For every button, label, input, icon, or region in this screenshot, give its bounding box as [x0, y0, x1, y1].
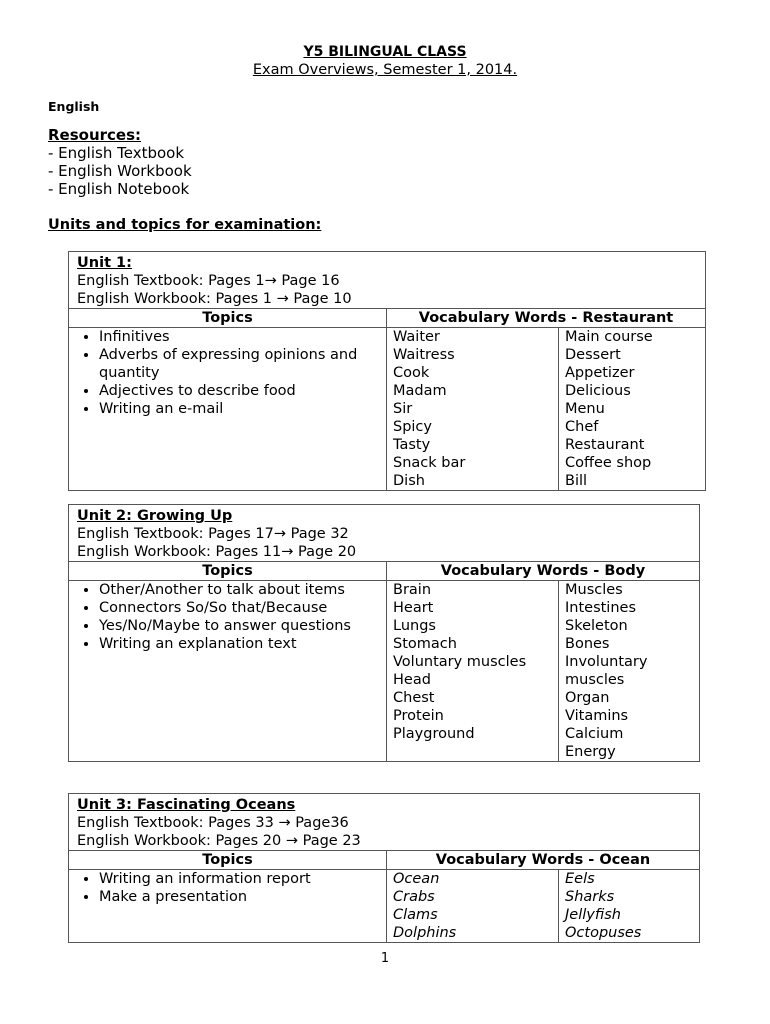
- topics-list: [75, 328, 380, 418]
- vocab-word: Waiter: [393, 329, 440, 345]
- resources-section: [48, 126, 192, 198]
- vocab-column-2: [559, 328, 706, 491]
- vocab-word: Dolphins: [393, 925, 457, 941]
- unit-title: Unit 3: Fascinating Oceans: [77, 797, 296, 813]
- vocab-word: Restaurant: [565, 437, 645, 453]
- subject-label: English: [48, 99, 100, 114]
- topic-item: • Infinitives: [99, 328, 380, 346]
- topic-item: • Yes/No/Maybe to answer questions: [99, 617, 380, 635]
- unit-3-header: [69, 794, 700, 851]
- vocab-word: Sharks: [565, 889, 615, 905]
- topics-cell: [69, 328, 387, 491]
- vocab-word: Heart: [393, 600, 434, 616]
- resources-heading: Resources:: [48, 126, 142, 144]
- vocab-column-header: Vocabulary Words - Restaurant: [387, 309, 706, 328]
- vocab-word: Head: [393, 672, 431, 688]
- topic-item: • Adverbs of expressing opinions and quantity: [99, 346, 380, 382]
- vocab-word: Brain: [393, 582, 432, 598]
- vocab-column-1: [387, 328, 559, 491]
- document-title: Y5 BILINGUAL CLASS: [303, 44, 467, 60]
- vocab-word: Appetizer: [565, 365, 635, 381]
- vocab-word: Eels: [565, 871, 595, 887]
- vocab-word: Madam: [393, 383, 447, 399]
- topic-item: • Writing an e-mail: [99, 400, 380, 418]
- topic-item: • Connectors So/So that/Because: [99, 599, 380, 617]
- unit-title: Unit 2: Growing Up: [77, 508, 233, 524]
- topics-list: [75, 581, 380, 653]
- vocab-word: Dessert: [565, 347, 621, 363]
- workbook-pages: English Workbook: Pages 20 → Page 23: [77, 833, 361, 849]
- topics-column-header: Topics: [69, 562, 387, 581]
- vocab-word: Muscles: [565, 582, 623, 598]
- unit-1-header: [69, 252, 706, 309]
- vocab-column-header: Vocabulary Words - Body: [387, 562, 700, 581]
- vocab-word: Bill: [565, 473, 588, 489]
- topics-list: [75, 870, 380, 906]
- topics-cell: [69, 870, 387, 943]
- vocab-word: Snack bar: [393, 455, 466, 471]
- vocab-word: Sir: [393, 401, 413, 417]
- vocab-word: Ocean: [393, 871, 440, 887]
- vocab-word: Skeleton: [565, 618, 628, 634]
- topic-item: • Adjectives to describe food: [99, 382, 380, 400]
- vocab-column-header: Vocabulary Words - Ocean: [387, 851, 700, 870]
- vocab-word: Octopuses: [565, 925, 642, 941]
- vocab-word: Crabs: [393, 889, 435, 905]
- topic-item: • Writing an explanation text: [99, 635, 380, 653]
- resource-item: - English Workbook: [48, 162, 192, 180]
- vocab-word: Playground: [393, 726, 475, 742]
- textbook-pages: English Textbook: Pages 33 → Page36: [77, 815, 349, 831]
- vocab-word: Delicious: [565, 383, 631, 399]
- vocab-word: Clams: [393, 907, 438, 923]
- vocab-word: Stomach: [393, 636, 457, 652]
- vocab-word: Dish: [393, 473, 425, 489]
- topics-cell: [69, 581, 387, 762]
- unit-1-table: [68, 251, 706, 491]
- textbook-pages: English Textbook: Pages 1→ Page 16: [77, 273, 340, 289]
- vocab-column-1: [387, 581, 559, 762]
- document-subtitle: Exam Overviews, Semester 1, 2014.: [252, 62, 518, 78]
- unit-2-table: [68, 504, 700, 762]
- vocab-word: Energy: [565, 744, 616, 760]
- vocab-word: Protein: [393, 708, 444, 724]
- vocab-word: Involuntary muscles: [565, 654, 648, 688]
- topic-item: • Other/Another to talk about items: [99, 581, 380, 599]
- vocab-word: Cook: [393, 365, 430, 381]
- topics-column-header: Topics: [69, 851, 387, 870]
- vocab-word: Spicy: [393, 419, 432, 435]
- vocab-word: Waitress: [393, 347, 455, 363]
- vocab-word: Coffee shop: [565, 455, 652, 471]
- vocab-word: Jellyfish: [565, 907, 621, 923]
- vocab-word: Organ: [565, 690, 610, 706]
- vocab-word: Tasty: [393, 437, 431, 453]
- page-number: 1: [380, 951, 390, 966]
- vocab-word: Vitamins: [565, 708, 629, 724]
- topic-item: • Writing an information report: [99, 870, 380, 888]
- resource-item: - English Notebook: [48, 180, 190, 198]
- workbook-pages: English Workbook: Pages 11→ Page 20: [77, 544, 357, 560]
- workbook-pages: English Workbook: Pages 1 → Page 10: [77, 291, 352, 307]
- vocab-word: Chef: [565, 419, 599, 435]
- textbook-pages: English Textbook: Pages 17→ Page 32: [77, 526, 349, 542]
- vocab-word: Voluntary muscles: [393, 654, 527, 670]
- unit-3-table: [68, 793, 700, 943]
- vocab-word: Chest: [393, 690, 435, 706]
- topics-column-header: Topics: [69, 309, 387, 328]
- vocab-column-2: [559, 581, 700, 762]
- vocab-word: Main course: [565, 329, 653, 345]
- vocab-word: Intestines: [565, 600, 637, 616]
- topic-item: • Make a presentation: [99, 888, 380, 906]
- vocab-word: Calcium: [565, 726, 624, 742]
- vocab-column-1: [387, 870, 559, 943]
- vocab-word: Menu: [565, 401, 605, 417]
- units-heading: Units and topics for examination:: [48, 217, 322, 233]
- unit-2-header: [69, 505, 700, 562]
- vocab-word: Lungs: [393, 618, 436, 634]
- resource-item: - English Textbook: [48, 144, 185, 162]
- vocab-word: Bones: [565, 636, 610, 652]
- vocab-column-2: [559, 870, 700, 943]
- unit-title: Unit 1:: [77, 255, 132, 271]
